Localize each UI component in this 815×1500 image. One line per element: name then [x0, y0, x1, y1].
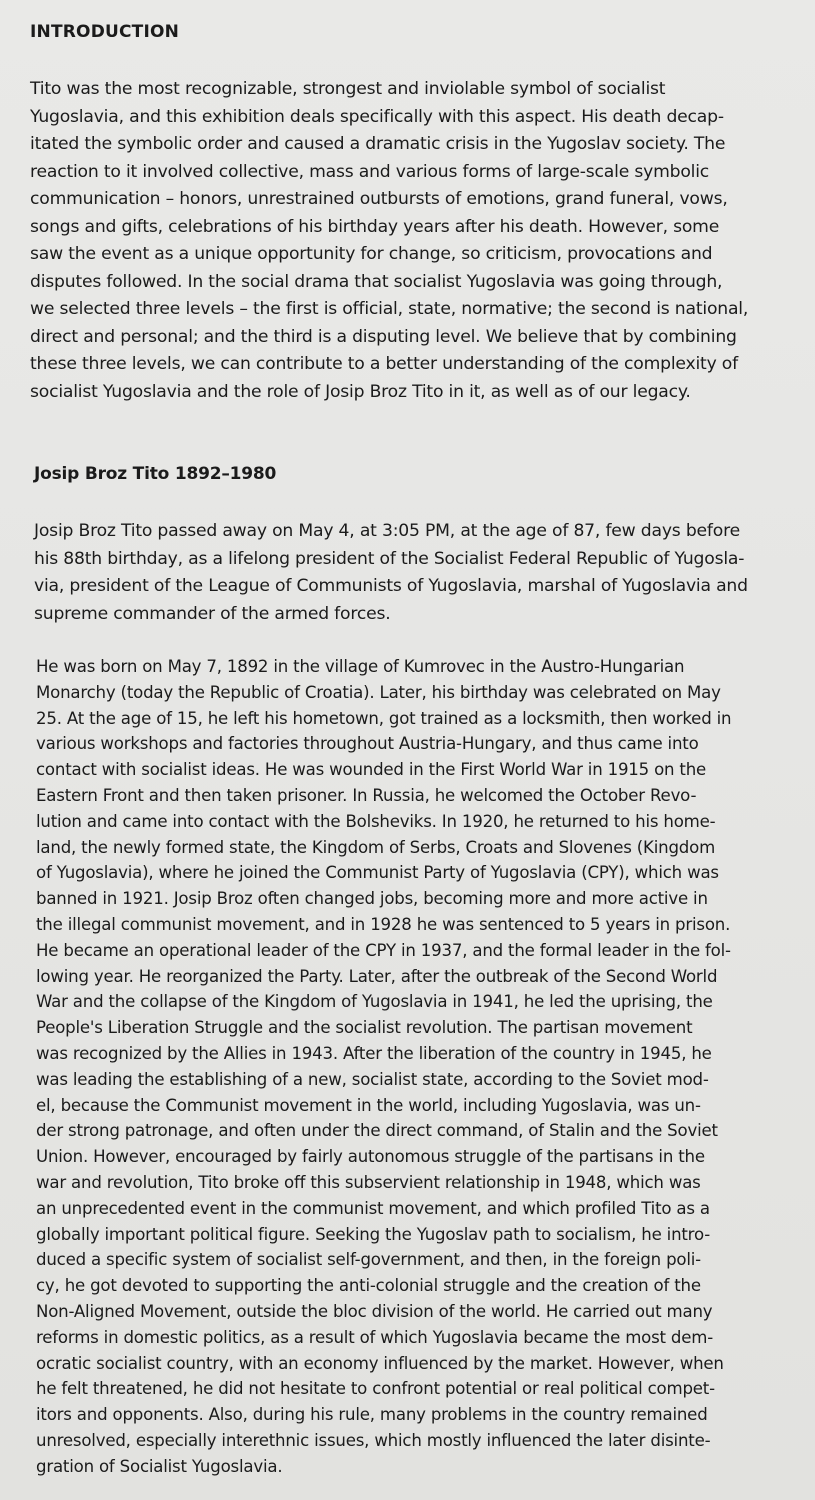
biography-paragraph-1: Josip Broz Tito passed away on May 4, at 3:05 PM, at the age of 87, few days before his 88th birthday, as a lifelong president of the Socialist Federal Republic of Yugosla- via, president of the League of Communists of Yugoslavia, marshal of Yugoslavia and supreme commander of the armed forces. — [34, 521, 748, 624]
biography-heading: Josip Broz Tito 1892–1980 — [34, 464, 277, 484]
biography-paragraph-2: He was born on May 7, 1892 in the village of Kumrovec in the Austro-Hungarian Monarchy (today the Republic of Croatia). Later, his birthday was celebrated on May 25. At the age of 15, he left his hometown, got trained as a locksmith, then worked in various workshops and factories throughout Austria-Hungary, and thus came into contact with socialist ideas. He was wounded in the First World War in 1915 on the Eastern Front and then taken prisoner. In Russia, he welcomed the October Revo- lution and came into contact with the Bolsheviks. In 1920, he returned to his home- land, the newly formed state, the Kingdom of Serbs, Croats and Slovenes (Kingdom of Yugoslavia), where he joined the Communist Party of Yugoslavia (CPY), which was banned in 1921. Josip Broz often changed jobs, becoming more and more active in the illegal communist movement, and in 1928 he was sentenced to 5 years in prison. He became an operational leader of the CPY in 1937, and the formal leader in the fol- lowing year. He reorganized the Party. Later, after the outbreak of the Second World War and the collapse of the Kingdom of Yugoslavia in 1941, he led the uprising, the People's Liberation Struggle and the socialist revolution. The partisan movement was recognized by the Allies in 1943. After the liberation of the country in 1945, he was leading the establishing of a new, socialist state, according to the Soviet mod- el, because the Communist movement in the world, including Yugoslavia, was un- der strong patronage, and often under the direct command, of Stalin and the Soviet Union. However, encouraged by fairly autonomous struggle of the partisans in the war and revolution, Tito broke off this subservient relationship in 1948, which was an unprecedented event in the communist movement, and which profiled Tito as a globally important political figure. Seeking the Yugoslav path to socialism, he intro- duced a specific system of socialist self-government, and then, in the foreign poli- cy, he got devoted to supporting the anti-colonial struggle and the creation of the Non-Aligned Movement, outside the bloc division of the world. He carried out many reforms in domestic politics, as a result of which Yugoslavia became the most dem- ocratic socialist country, with an economy influenced by the market. However, when he felt threatened, he did not hesitate to confront potential or real political compet- itors and opponents. Also, during his rule, many problems in the country remained unresolved, especially interethnic issues, which mostly influenced the later disinte- gration of Socialist Yugoslavia. — [36, 657, 732, 1476]
introduction-body: Tito was the most recognizable, strongest and inviolable symbol of socialist Yugoslavia, and this exhibition deals specifically with this aspect. His death decap- itated the symbolic order and caused a dramatic crisis in the Yugoslav society. The reaction to it involved collective, mass and various forms of large-scale symbolic communication – honors, unrestrained outbursts of emotions, grand funeral, vows, songs and gifts, celebrations of his birthday years after his death. However, some saw the event as a unique opportunity for change, so criticism, provocations and disputes followed. In the social drama that socialist Yugoslavia was going through, we selected three levels – the first is official, state, normative; the second is national, direct and personal; and the third is a disputing level. We believe that by combining these three levels, we can contribute to a better understanding of the complexity of socialist Yugoslavia and the role of Josip Broz Tito in it, as well as of our legacy. — [30, 79, 749, 402]
introduction-heading: INTRODUCTION — [30, 22, 180, 42]
